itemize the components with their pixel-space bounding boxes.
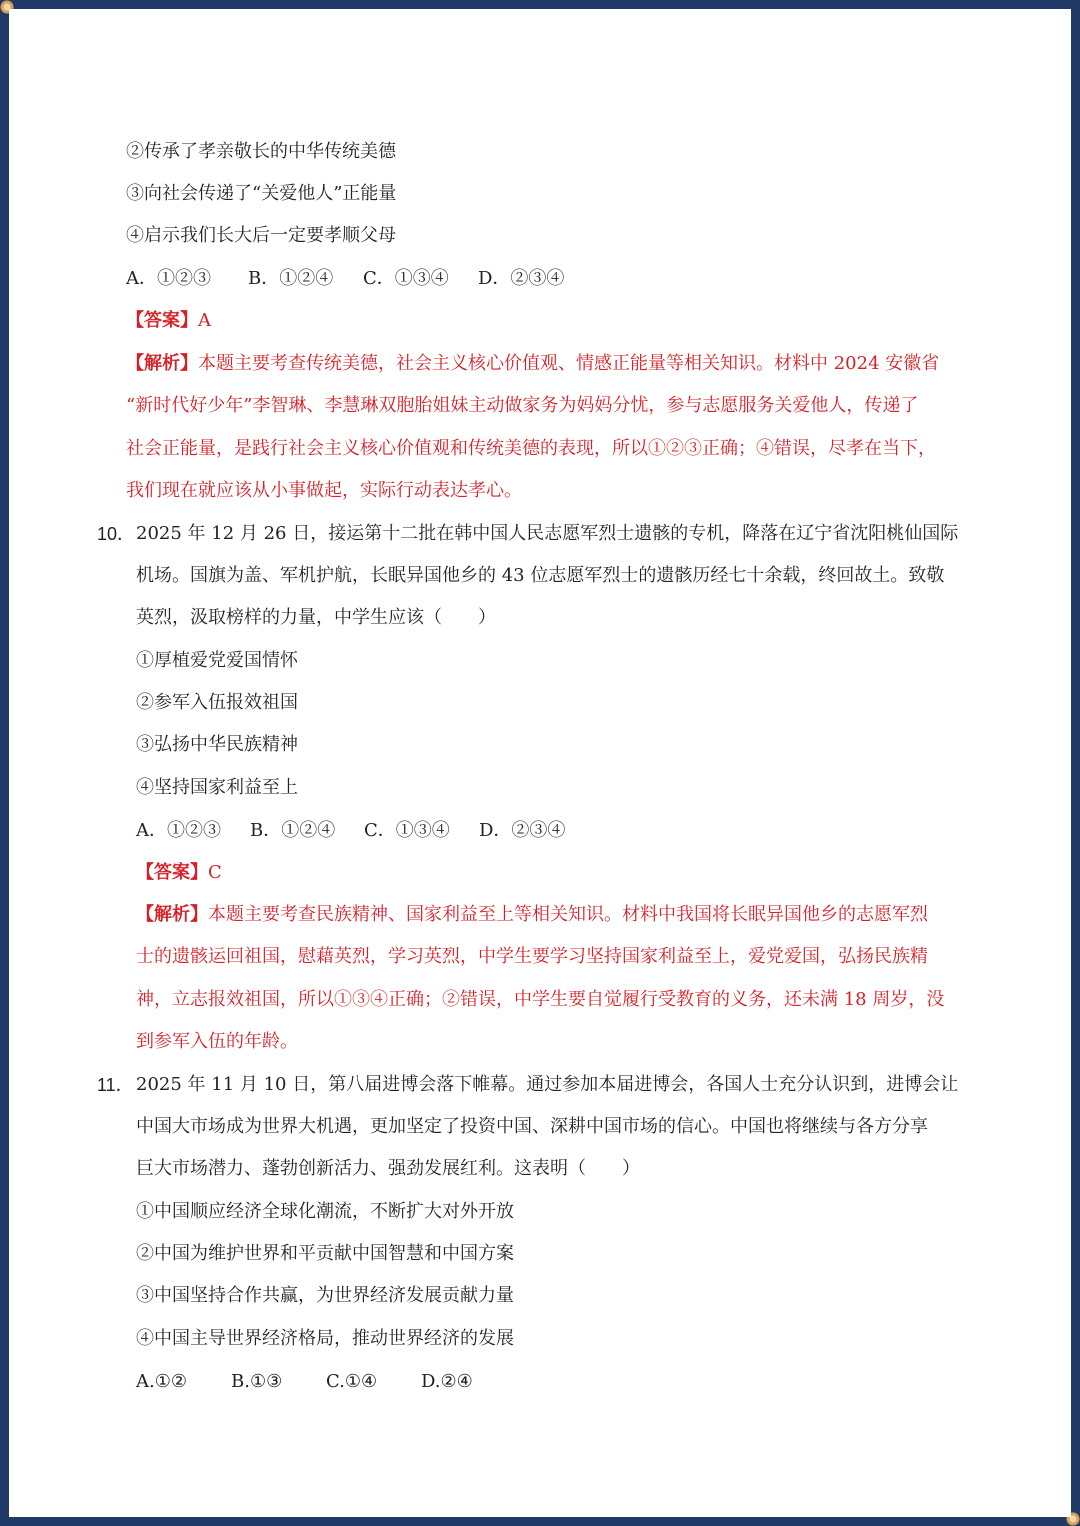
q11-item: ④中国主导世界经济格局，推动世界经济的发展 [136,1328,514,1349]
q10-stem-line: 机场。国旗为盖、军机护航，长眠异国他乡的 43 位志愿军烈士的遗骸历经七十余载，终回故土。致敬 [136,565,945,586]
q9-analysis-line: 【解析】本题主要考查传统美德，社会主义核心价值观、情感正能量等相关知识。材料中 2024 安徽省 [126,353,940,374]
q10-stem-line: 2025 年 12 月 26 日，接运第十二批在韩中国人民志愿军烈士遗骸的专机，降落在辽宁省沈阳桃仙国际 [136,523,959,544]
q9-item: ③向社会传递了“关爱他人”正能量 [126,183,397,204]
q11-option-c: C.①④ [326,1371,378,1392]
q11-options [136,1370,473,1394]
analysis-label: 【解析】 [126,353,198,374]
q10-item: ④坚持国家利益至上 [136,777,298,798]
q10-options [136,819,565,843]
q10-option-b: B．①②④ [250,820,336,841]
q11-stem-line: 中国大市场成为世界大机遇，更加坚定了投资中国、深耕中国市场的信心。中国也将继续与各方分享 [136,1116,928,1137]
q9-option-d: D．②③④ [478,268,565,289]
q11-number: 11． [97,1075,134,1095]
answer-label: 【答案】 [136,862,208,883]
q11-stem-line: 巨大市场潜力、蓬勃创新活力、强劲发展红利。这表明（ ） [136,1158,640,1179]
q10-analysis-line: 到参军入伍的年龄。 [136,1031,298,1052]
q10-item: ①厚植爱党爱国情怀 [136,650,298,671]
q10-number: 10． [97,524,136,544]
q11-item: ③中国坚持合作共赢，为世界经济发展贡献力量 [136,1285,514,1306]
q9-option-a: A．①②③ [126,268,211,289]
q10-item: ②参军入伍报效祖国 [136,692,298,713]
q11-item: ①中国顺应经济全球化潮流，不断扩大对外开放 [136,1201,514,1222]
q10-option-a: A．①②③ [136,820,221,841]
q11-option-a: A.①② [136,1371,187,1392]
q10-option-c: C．①③④ [364,820,450,841]
answer-label: 【答案】 [126,310,198,331]
answer-value: A [198,310,211,331]
analysis-label: 【解析】 [136,904,208,925]
q10-option-d: D．②③④ [479,820,566,841]
q9-analysis-line: 社会正能量，是践行社会主义核心价值观和传统美德的表现，所以①②③正确；④错误，尽孝在当下， [126,438,936,459]
q10-answer [136,861,222,885]
q9-item: ②传承了孝亲敬长的中华传统美德 [126,141,396,162]
q10-analysis-line: 士的遗骸运回祖国，慰藉英烈，学习英烈，中学生要学习坚持国家利益至上，爱党爱国，弘扬民族精 [136,946,928,967]
q11-option-d: D.②④ [421,1371,473,1392]
q9-item: ④启示我们长大后一定要孝顺父母 [126,225,396,246]
q9-answer [126,309,211,333]
q9-analysis-line: 我们现在就应该从小事做起，实际行动表达孝心。 [126,480,522,501]
q9-option-b: B．①②④ [248,268,334,289]
q10-analysis-line: 神，立志报效祖国，所以①③④正确；②错误，中学生要自觉履行受教育的义务，还未满 18 周岁，没 [136,989,945,1010]
answer-value: C [208,862,222,883]
q9-analysis-line: “新时代好少年”李智琳、李慧琳双胞胎姐妹主动做家务为妈妈分忧，参与志愿服务关爱他人，传递了 [126,395,919,416]
q10-item: ③弘扬中华民族精神 [136,734,298,755]
q9-options [126,267,564,291]
q11-stem-line: 2025 年 11 月 10 日，第八届进博会落下帷幕。通过参加本届进博会，各国人士充分认识到，进博会让 [136,1074,959,1095]
q9-option-c: C．①③④ [363,268,449,289]
q10-analysis-line: 【解析】本题主要考查民族精神、国家利益至上等相关知识。材料中我国将长眠异国他乡的志愿军烈 [136,904,928,925]
q11-item: ②中国为维护世界和平贡献中国智慧和中国方案 [136,1243,514,1264]
q10-stem-line: 英烈，汲取榜样的力量，中学生应该（ ） [136,607,496,628]
q11-option-b: B.①③ [231,1371,283,1392]
document-page [9,9,1071,1517]
